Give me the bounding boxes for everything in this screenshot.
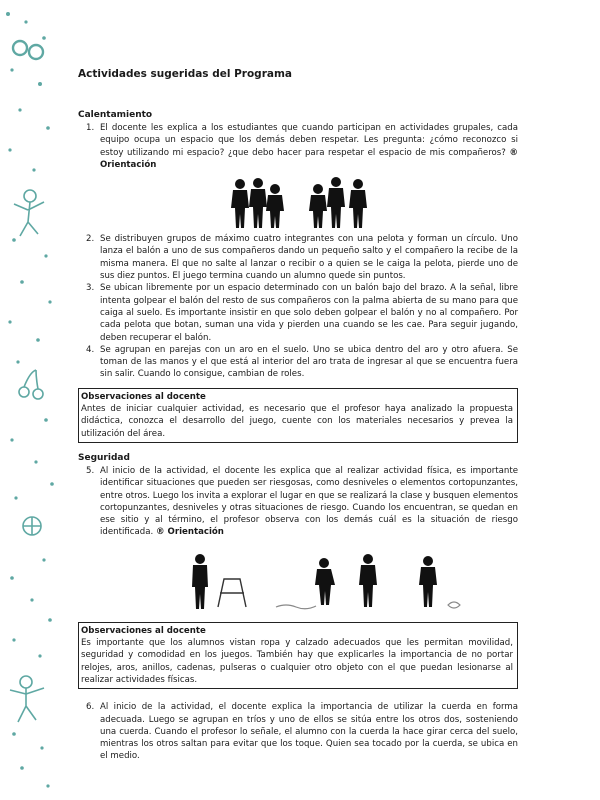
- activity-number: 3.: [86, 283, 95, 294]
- orientation-tag: ® Orientación: [100, 147, 518, 170]
- activity-item-3: [78, 282, 518, 343]
- decorative-margin-strip: [0, 0, 62, 800]
- orientation-tag: ® Orientación: [155, 527, 224, 538]
- section-heading-safety: Seguridad: [78, 452, 130, 463]
- activity-text: Al inicio de la actividad, el docente les explica que al realizar actividad física, es importante identificar situaciones que pueden ser riesgosas, como desniveles o elementos cortopunzantes, entre otros. Luego los invita a explorar el lugar en que se realizará la clase y busquen elementos cortopunzantes, desniveles y otras situaciones de riesgo. Cuando los encuentran, se quedan en ese sitio y al término, el profesor observa con los demás cuál es la situación de riesgo identificada.: [100, 465, 518, 538]
- activity-number: 2.: [86, 234, 95, 245]
- teacher-notes-title: Observaciones al docente: [81, 625, 206, 636]
- section-heading-warmup: Calentamiento: [78, 110, 153, 120]
- activity-item-1: [78, 122, 518, 171]
- activity-list-warmup-cont: [78, 233, 518, 381]
- activity-number: 5.: [86, 465, 95, 476]
- activity-text: Se distribuyen grupos de máximo cuatro integrantes con una pelota y forman un círculo. Uno lanza el balón a uno de sus compañeros dando un pequeño salto y el compañero la recibe de la misma manera. El que no salte al lanzar o recibir o a quien se le caiga la pelota, pierde uno de sus diez puntos. El juego termina cuando un alumno quede sin puntos.: [100, 234, 518, 282]
- activity-list-safety-cont: [78, 701, 518, 762]
- activity-item-4: [78, 344, 518, 381]
- activity-text: Se ubican libremente por un espacio determinado con un balón bajo del brazo. A la señal, libre intenta golpear el balón del resto de sus compañeros con la palma abierta de su mano para que caiga al suelo. Es importante insistir en que solo deben golpear el balón y no al compañero. Por cada pelota que botan, suman una vida y pierden una cuando se les cae. Para seguir jugando, deben recuperar el balón.: [100, 283, 518, 343]
- teacher-notes-title: Observaciones al docente: [81, 391, 206, 402]
- activity-text: Al inicio de la actividad, el docente explica la importancia de utilizar la cuerda en forma adecuada. Luego se agrupan en tríos y uno de ellos se sitúa entre los otros dos, sosteniendo una cuerda. Cuando el profesor lo señale, el alumno con la cuerda la hace girar cerca del suelo, mientras los otros saltan para evitar que los toque. Quien sea tocado por la cuerda, se ubica en el medio.: [100, 702, 518, 762]
- activity-item-6: [78, 701, 518, 762]
- activity-list-warmup: [78, 122, 518, 171]
- activity-number: 6.: [86, 702, 95, 713]
- activity-number: 1.: [86, 123, 95, 133]
- children-silhouettes-illustration: [78, 177, 518, 229]
- page-title: Actividades sugeridas del Programa: [78, 68, 292, 80]
- activity-item-5: [78, 465, 518, 539]
- worksheet-page: [78, 60, 518, 763]
- teacher-notes-text: Antes de iniciar cualquier actividad, es necesario que el profesor haya analizado la propuesta didáctica, conozca el desarrollo del juego, cuente con los materiales necesarios y prevea la utilización del área.: [81, 404, 513, 439]
- activity-text: El docente les explica a los estudiantes que cuando participan en actividades grupales, cada equipo ocupa un espacio que los demás deben respetar. Les pregunta: ¿cómo reconozco si estoy utilizando mi espacio? ¿que debo hacer para respetar el espacio de mis compañeros?: [100, 123, 518, 158]
- activity-number: 4.: [86, 344, 95, 355]
- activity-list-safety: [78, 465, 518, 539]
- activity-text: Se agrupan en parejas con un aro en el suelo. Uno se ubica dentro del aro y otro afuera. Se toman de las manos y el que está al interior del aro trata de ingresar al que se encuentra fuera sin salir. Cuando lo consigue, cambian de roles.: [100, 344, 518, 380]
- teacher-notes-text: Es importante que los alumnos vistan ropa y calzado adecuados que les permitan movilidad, seguridad y comodidad en los juegos. También hay que explicarles la importancia de no portar relojes, aros, anillos, cadenas, pulseras o cualquier otro objeto con el que puedan lesionarse al realizar actividades físicas.: [81, 638, 513, 685]
- safety-hazards-illustration: [78, 549, 518, 615]
- teacher-notes-box-1: [78, 388, 518, 443]
- teacher-notes-box-2: [78, 622, 518, 689]
- activity-item-2: [78, 233, 518, 282]
